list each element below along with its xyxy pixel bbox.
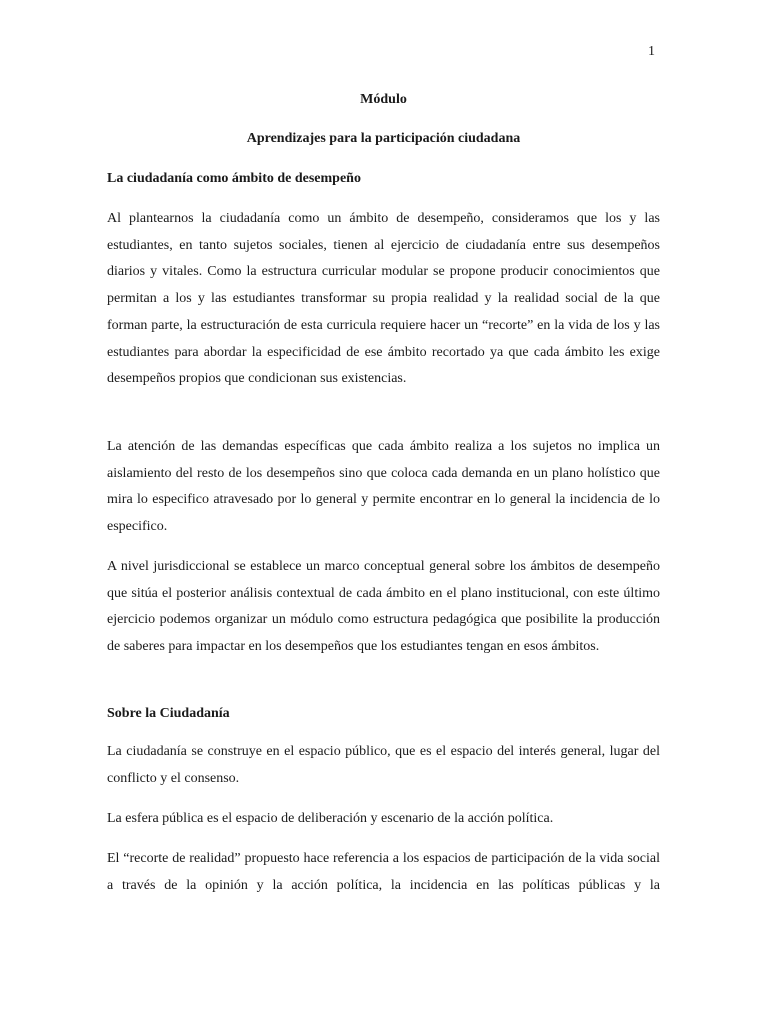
paragraph: La ciudadanía se construye en el espacio público, que es el espacio del interés general, lugar del conflicto y el consenso. — [107, 744, 660, 786]
paragraph: La esfera pública es el espacio de deliberación y escenario de la acción política. — [107, 811, 554, 826]
section-heading: Sobre la Ciudadanía — [107, 706, 230, 721]
paragraph: El “recorte de realidad” propuesto hace referencia a los espacios de participación de la vida social a través de la opinión y la acción política, la incidencia en las políticas públicas y la — [107, 851, 660, 893]
paragraph: A nivel jurisdiccional se establece un marco conceptual general sobre los ámbitos de desempeño que sitúa el posterior análisis contextual de cada ámbito en el plano institucional, con este último ejercicio podemos organizar un módulo como estructura pedagógica que posibilite la producción de saberes para impactar en los desempeños que los estudiantes tengan en esos ámbitos. — [107, 559, 660, 655]
paragraph: Al plantearnos la ciudadanía como un ámbito de desempeño, consideramos que los y las estudiantes, en tanto sujetos sociales, tienen al ejercicio de ciudadanía entre sus desempeños diarios y vitales. Como la estructura curricular modular se propone producir conocimientos que permitan a los y las estudiantes transformar su propia realidad y la realidad social de la que forman parte, la estructuración de esta curricula requiere hacer un “recorte” en la vida de los y las estudiantes para abordar la especificidad de ese ámbito recortado ya que cada ámbito les exige desempeños propios que condicionan sus existencias. — [107, 211, 660, 387]
document-title: Módulo — [360, 92, 407, 107]
document-subtitle: Aprendizajes para la participación ciudadana — [246, 131, 521, 146]
paragraph: La atención de las demandas específicas que cada ámbito realiza a los sujetos no implica un aislamiento del resto de los desempeños sino que coloca cada demanda en un plano holístico que mira lo especifico atravesado por lo general y permite encontrar en lo general la incidencia de lo especifico. — [107, 439, 660, 535]
page-number: 1 — [648, 44, 655, 59]
section-heading: La ciudadanía como ámbito de desempeño — [107, 171, 361, 186]
